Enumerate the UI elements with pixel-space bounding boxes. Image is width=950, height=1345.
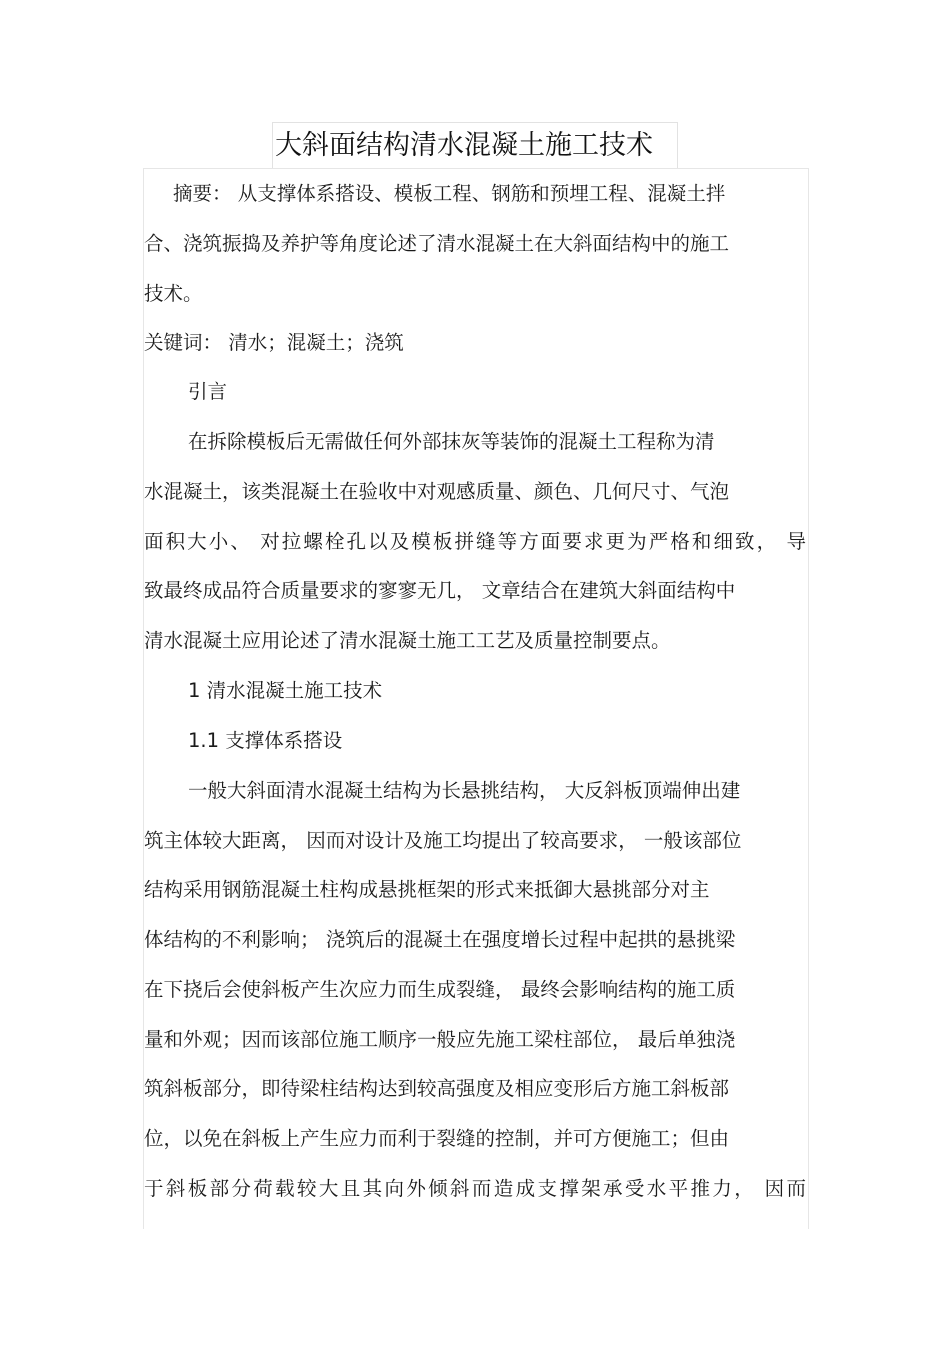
paragraph-line: 在下挠后会使斜板产生次应力而生成裂缝， 最终会影响结构的施工质 <box>144 978 736 1001</box>
paragraph-line: 清水混凝土应用论述了清水混凝土施工工艺及质量控制要点。 <box>144 629 671 652</box>
paragraph-line: 在拆除模板后无需做任何外部抹灰等装饰的混凝土工程称为清 <box>188 430 715 453</box>
abstract-line-3: 技术。 <box>144 282 203 305</box>
keywords-line: 关键词： 清水；混凝土；浇筑 <box>144 331 404 354</box>
paragraph-line: 面积大小、 对拉螺栓孔以及模板拼缝等方面要求更为严格和细致， 导 <box>144 530 806 553</box>
paragraph-line: 量和外观；因而该部位施工顺序一般应先施工梁柱部位， 最后单独浇 <box>144 1028 736 1051</box>
section-heading-introduction: 引言 <box>188 380 228 403</box>
paragraph-line: 筑主体较大距离， 因而对设计及施工均提出了较高要求， 一般该部位 <box>144 829 742 852</box>
section-heading-1: 1 清水混凝土施工技术 <box>188 679 383 702</box>
section-heading-1-1: 1.1 支撑体系搭设 <box>188 729 343 752</box>
paragraph-line: 筑斜板部分，即待梁柱结构达到较高强度及相应变形后方施工斜板部 <box>144 1077 730 1100</box>
document-title: 大斜面结构清水混凝土施工技术 <box>275 130 653 161</box>
paragraph-line: 水混凝土，该类混凝土在验收中对观感质量、颜色、几何尺寸、气泡 <box>144 480 730 503</box>
paragraph-line: 位，以免在斜板上产生应力而利于裂缝的控制，并可方便施工；但由 <box>144 1127 730 1150</box>
paragraph-line: 致最终成品符合质量要求的寥寥无几， 文章结合在建筑大斜面结构中 <box>144 579 736 602</box>
paragraph-line: 体结构的不利影响； 浇筑后的混凝土在强度增长过程中起拱的悬挑梁 <box>144 928 736 951</box>
paragraph-line: 于斜板部分荷载较大且其向外倾斜而造成支撑架承受水平推力， 因而 <box>144 1177 806 1200</box>
abstract-line-1: 摘要： 从支撑体系搭设、模板工程、钢筋和预埋工程、混凝土拌 <box>173 182 726 205</box>
paragraph-line: 结构采用钢筋混凝土柱构成悬挑框架的形式来抵御大悬挑部分对主 <box>144 878 710 901</box>
abstract-line-2: 合、浇筑振捣及养护等角度论述了清水混凝土在大斜面结构中的施工 <box>144 232 730 255</box>
paragraph-line: 一般大斜面清水混凝土结构为长悬挑结构， 大反斜板顶端伸出建 <box>188 779 741 802</box>
